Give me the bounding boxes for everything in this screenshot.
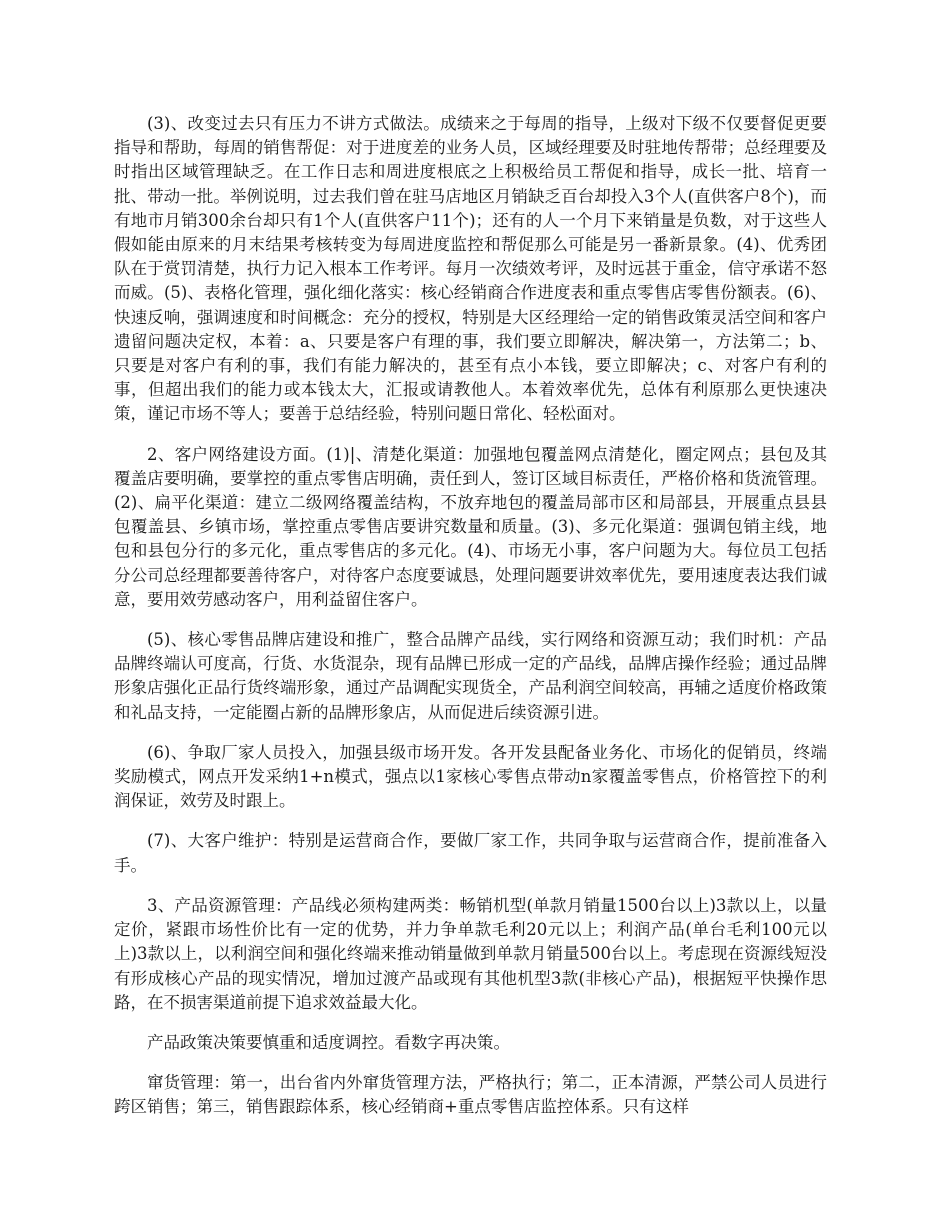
paragraph-county-market: (6)、争取厂家人员投入，加强县级市场开发。各开发县配备业务化、市场化的促销员，终端奖励模式，网点开发采纳1+n模式，强点以1家核心零售点带动n家覆盖零售点，价格管控下的利润保证，效劳及时跟上。 bbox=[114, 742, 827, 811]
paragraph-management-method: (3)、改变过去只有压力不讲方式做法。成绩来之于每周的指导，上级对下级不仅要督促更要指导和帮助，每周的销售帮促：对于进度差的业务人员，区域经理要及时驻地传帮带；总经理要及时指出区域管理缺乏。在工作日志和周进度根底之上积极给员工帮促和指导，成长一批、培育一批、带动一批。举例说明，过去我们曾在驻马店地区月销缺乏百台却投入3个人(直供客户8个)，而有地市月销300余台却只有1个人(直供客户11个)；还有的人一个月下来销量是负数，对于这些人假如能由原来的月末结果考核转变为每周进度监控和帮促那么可能是另一番新景象。(4)、优秀团队在于赏罚清楚，执行力记入根本工作考评。每月一次绩效考评，及时远甚于重金，信守承诺不怒而威。(5)、表格化管理，强化细化落实：核心经销商合作进度表和重点零售店零售份额表。(6)、快速反响，强调速度和时间概念：充分的授权，特别是大区经理给一定的销售政策灵活空间和客户遗留问题决定权，本着：a、只要是客户有理的事，我们要立即解决，解决第一，方法第二；b、只要是对客户有利的事，我们有能力解决的，甚至有点小本钱，要立即解决；c、对客户有利的事，但超出我们的能力或本钱太大，汇报或请教他人。本着效率优先，总体有利原那么更快速决策，谨记市场不等人；要善于总结经验，特别问题日常化、轻松面对。 bbox=[114, 114, 827, 424]
paragraph-customer-network: 2、客户网络建设方面。(1)|、清楚化渠道：加强地包覆盖网点清楚化，圈定网点；县包及其覆盖店要明确，要掌控的重点零售店明确，责任到人，签订区域目标责任，严格价格和货流管理。(2)、扁平化渠道：建立二级网络覆盖结构，不放弃地包的覆盖局部市区和局部县，开展重点县县包覆盖县、乡镇市场，掌控重点零售店要讲究数量和质量。(3)、多元化渠道：强调包销主线，地包和县包分行的多元化，重点零售店的多元化。(4)、市场无小事，客户问题为大。每位员工包括分公司总经理都要善待客户，对待客户态度要诚恳，处理问题要讲效率优先，要用速度表达我们诚意，要用效劳感动客户，用利益留住客户。 bbox=[114, 444, 827, 609]
paragraph-product-policy: 产品政策决策要慎重和适度调控。看数字再决策。 bbox=[147, 1032, 510, 1052]
document-body bbox=[114, 112, 827, 1136]
paragraph-product-resource: 3、产品资源管理：产品线必须构建两类：畅销机型(单款月销量1500台以上)3款以上，以量定价，紧跟市场性价比有一定的优势，并力争单款毛利20元以上；利润产品(单台毛利100元以上)3款以上，以利润空间和强化终端来推动销量做到单款月销量500台以上。考虑现在资源线短没有形成核心产品的现实情况，增加过渡产品或现有其他机型3款(非核心产品)，根据短平快操作思路，在不损害渠道前提下追求效益最大化。 bbox=[114, 895, 827, 1012]
paragraph-core-retail-store: (5)、核心零售品牌店建设和推广，整合品牌产品线，实行网络和资源互动；我们时机：产品品牌终端认可度高，行货、水货混杂，现有品牌已形成一定的产品线，品牌店操作经验；通过品牌形象店强化正品行货终端形象，通过产品调配实现货全，产品利润空间较高，再辅之适度价格政策和礼品支持，一定能圈占新的品牌形象店，从而促进后续资源引进。 bbox=[114, 630, 827, 722]
paragraph-key-account: (7)、大客户维护：特别是运营商合作，要做厂家工作，共同争取与运营商合作，提前准备入手。 bbox=[114, 831, 827, 875]
paragraph-cross-region-sales: 窜货管理：第一，出台省内外窜货管理方法，严格执行；第二，正本清源，严禁公司人员进行跨区销售；第三，销售跟踪体系，核心经销商+重点零售店监控体系。只有这样 bbox=[114, 1073, 827, 1117]
